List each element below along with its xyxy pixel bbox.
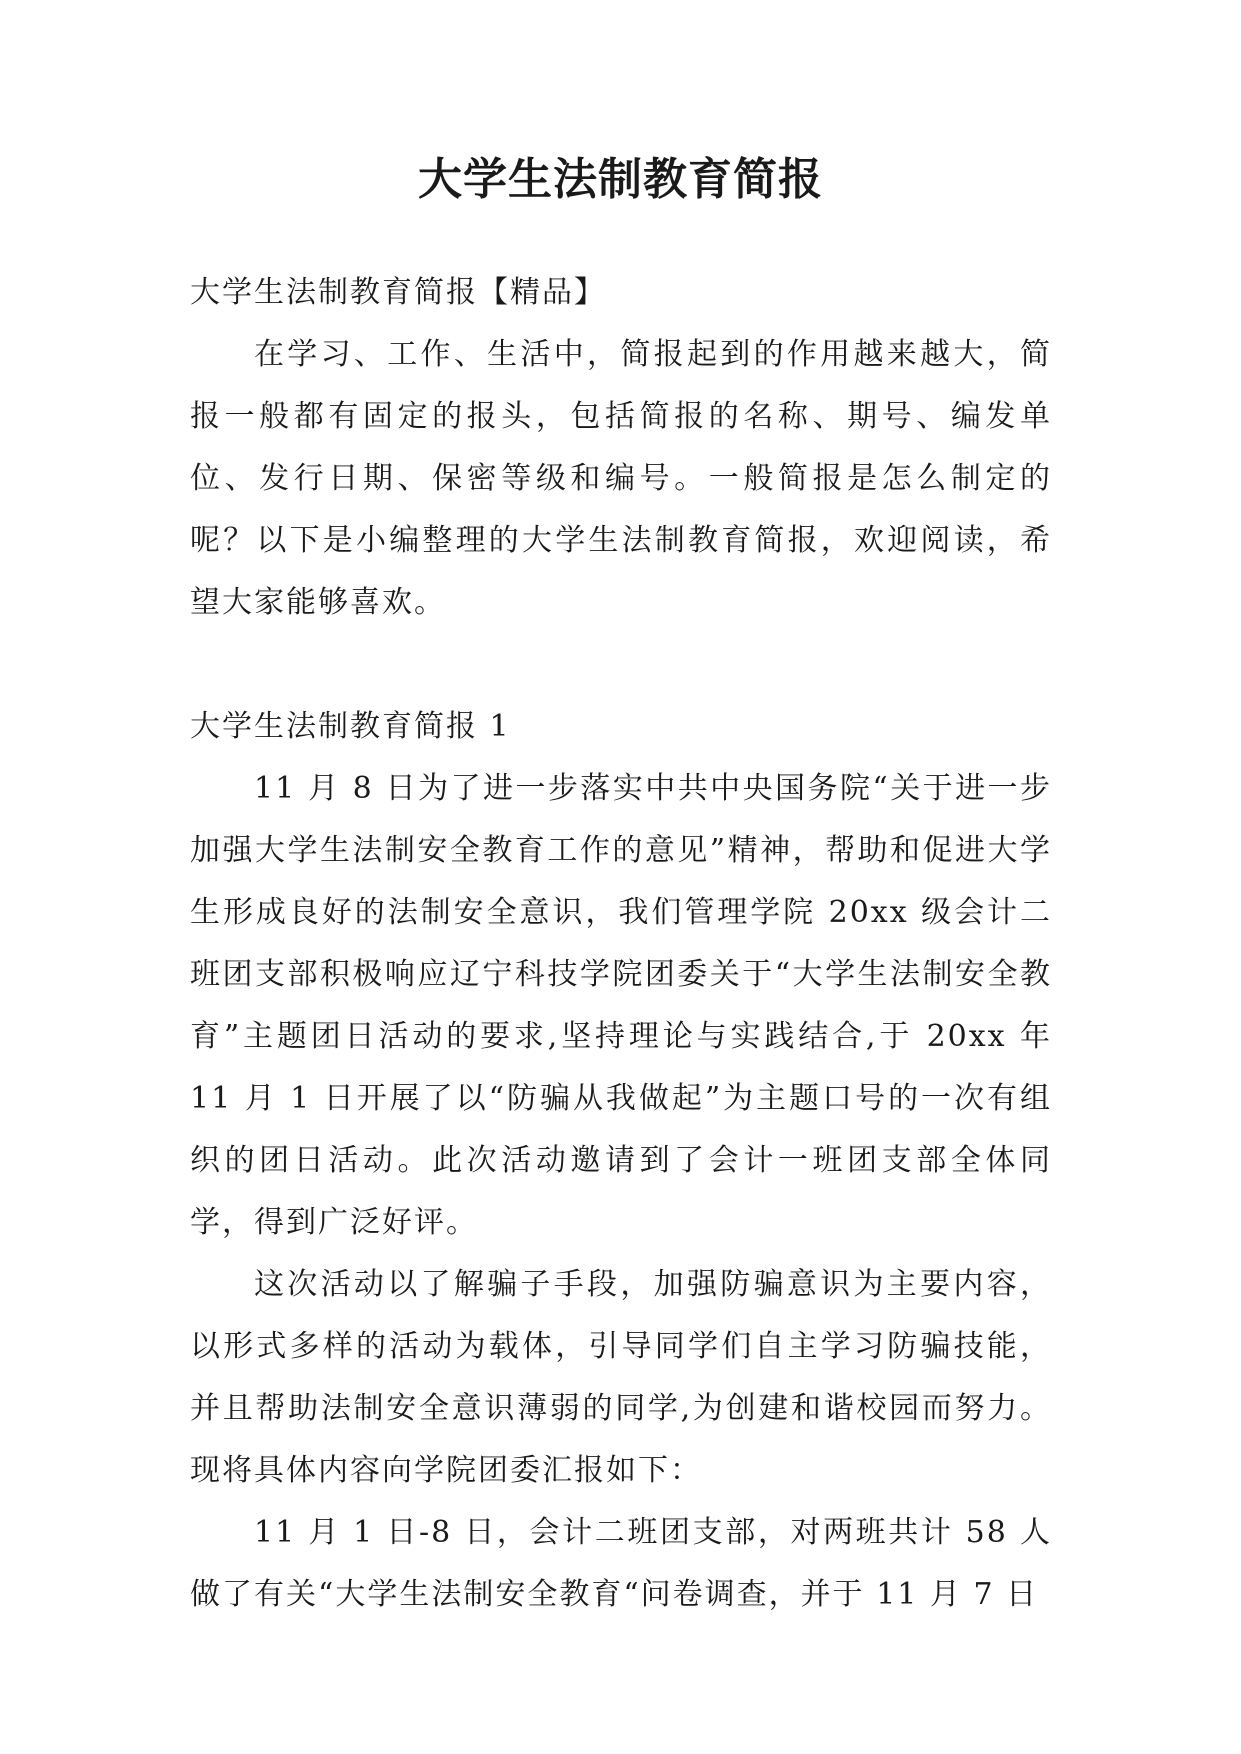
intro-paragraph: 在学习、工作、生活中，简报起到的作用越来越大，简报一般都有固定的报头，包括简报的名称、期号、编发单位、发行日期、保密等级和编号。一般简报是怎么制定的呢？以下是小编整理的大学生法制教育简报，欢迎阅读，希望大家能够喜欢。 (190, 337, 1052, 620)
document-body (190, 262, 1052, 1626)
section-heading-intro: 大学生法制教育简报【精品】 (190, 275, 606, 310)
body-paragraph-2: 这次活动以了解骗子手段，加强防骗意识为主要内容，以形式多样的活动为载体，引导同学们自主学习防骗技能，并且帮助法制安全意识薄弱的同学,为创建和谐校园而努力。现将具体内容向学院团委汇报如下： (190, 1267, 1052, 1488)
section-heading-1: 大学生法制教育简报 1 (190, 709, 511, 744)
body-paragraph-1: 11 月 8 日为了进一步落实中共中央国务院“关于进一步加强大学生法制安全教育工作的意见”精神，帮助和促进大学生形成良好的法制安全意识，我们管理学院 20xx 级会计二班团支部积极响应辽宁科技学院团委关于“大学生法制安全教育”主题团日活动的要求,坚持理论与实践结合,于 20xx 年 11 月 1 日开展了以“防骗从我做起”为主题口号的一次有组织的团日活动。此次活动邀请到了会计一班团支部全体同学，得到广泛好评。 (190, 771, 1052, 1240)
body-paragraph-3: 11 月 1 日-8 日，会计二班团支部，对两班共计 58 人做了有关“大学生法制安全教育“问卷调查，并于 11 月 7 日 (190, 1515, 1052, 1612)
paragraph-spacer (190, 634, 1052, 696)
document-title: 大学生法制教育简报 (418, 154, 823, 205)
